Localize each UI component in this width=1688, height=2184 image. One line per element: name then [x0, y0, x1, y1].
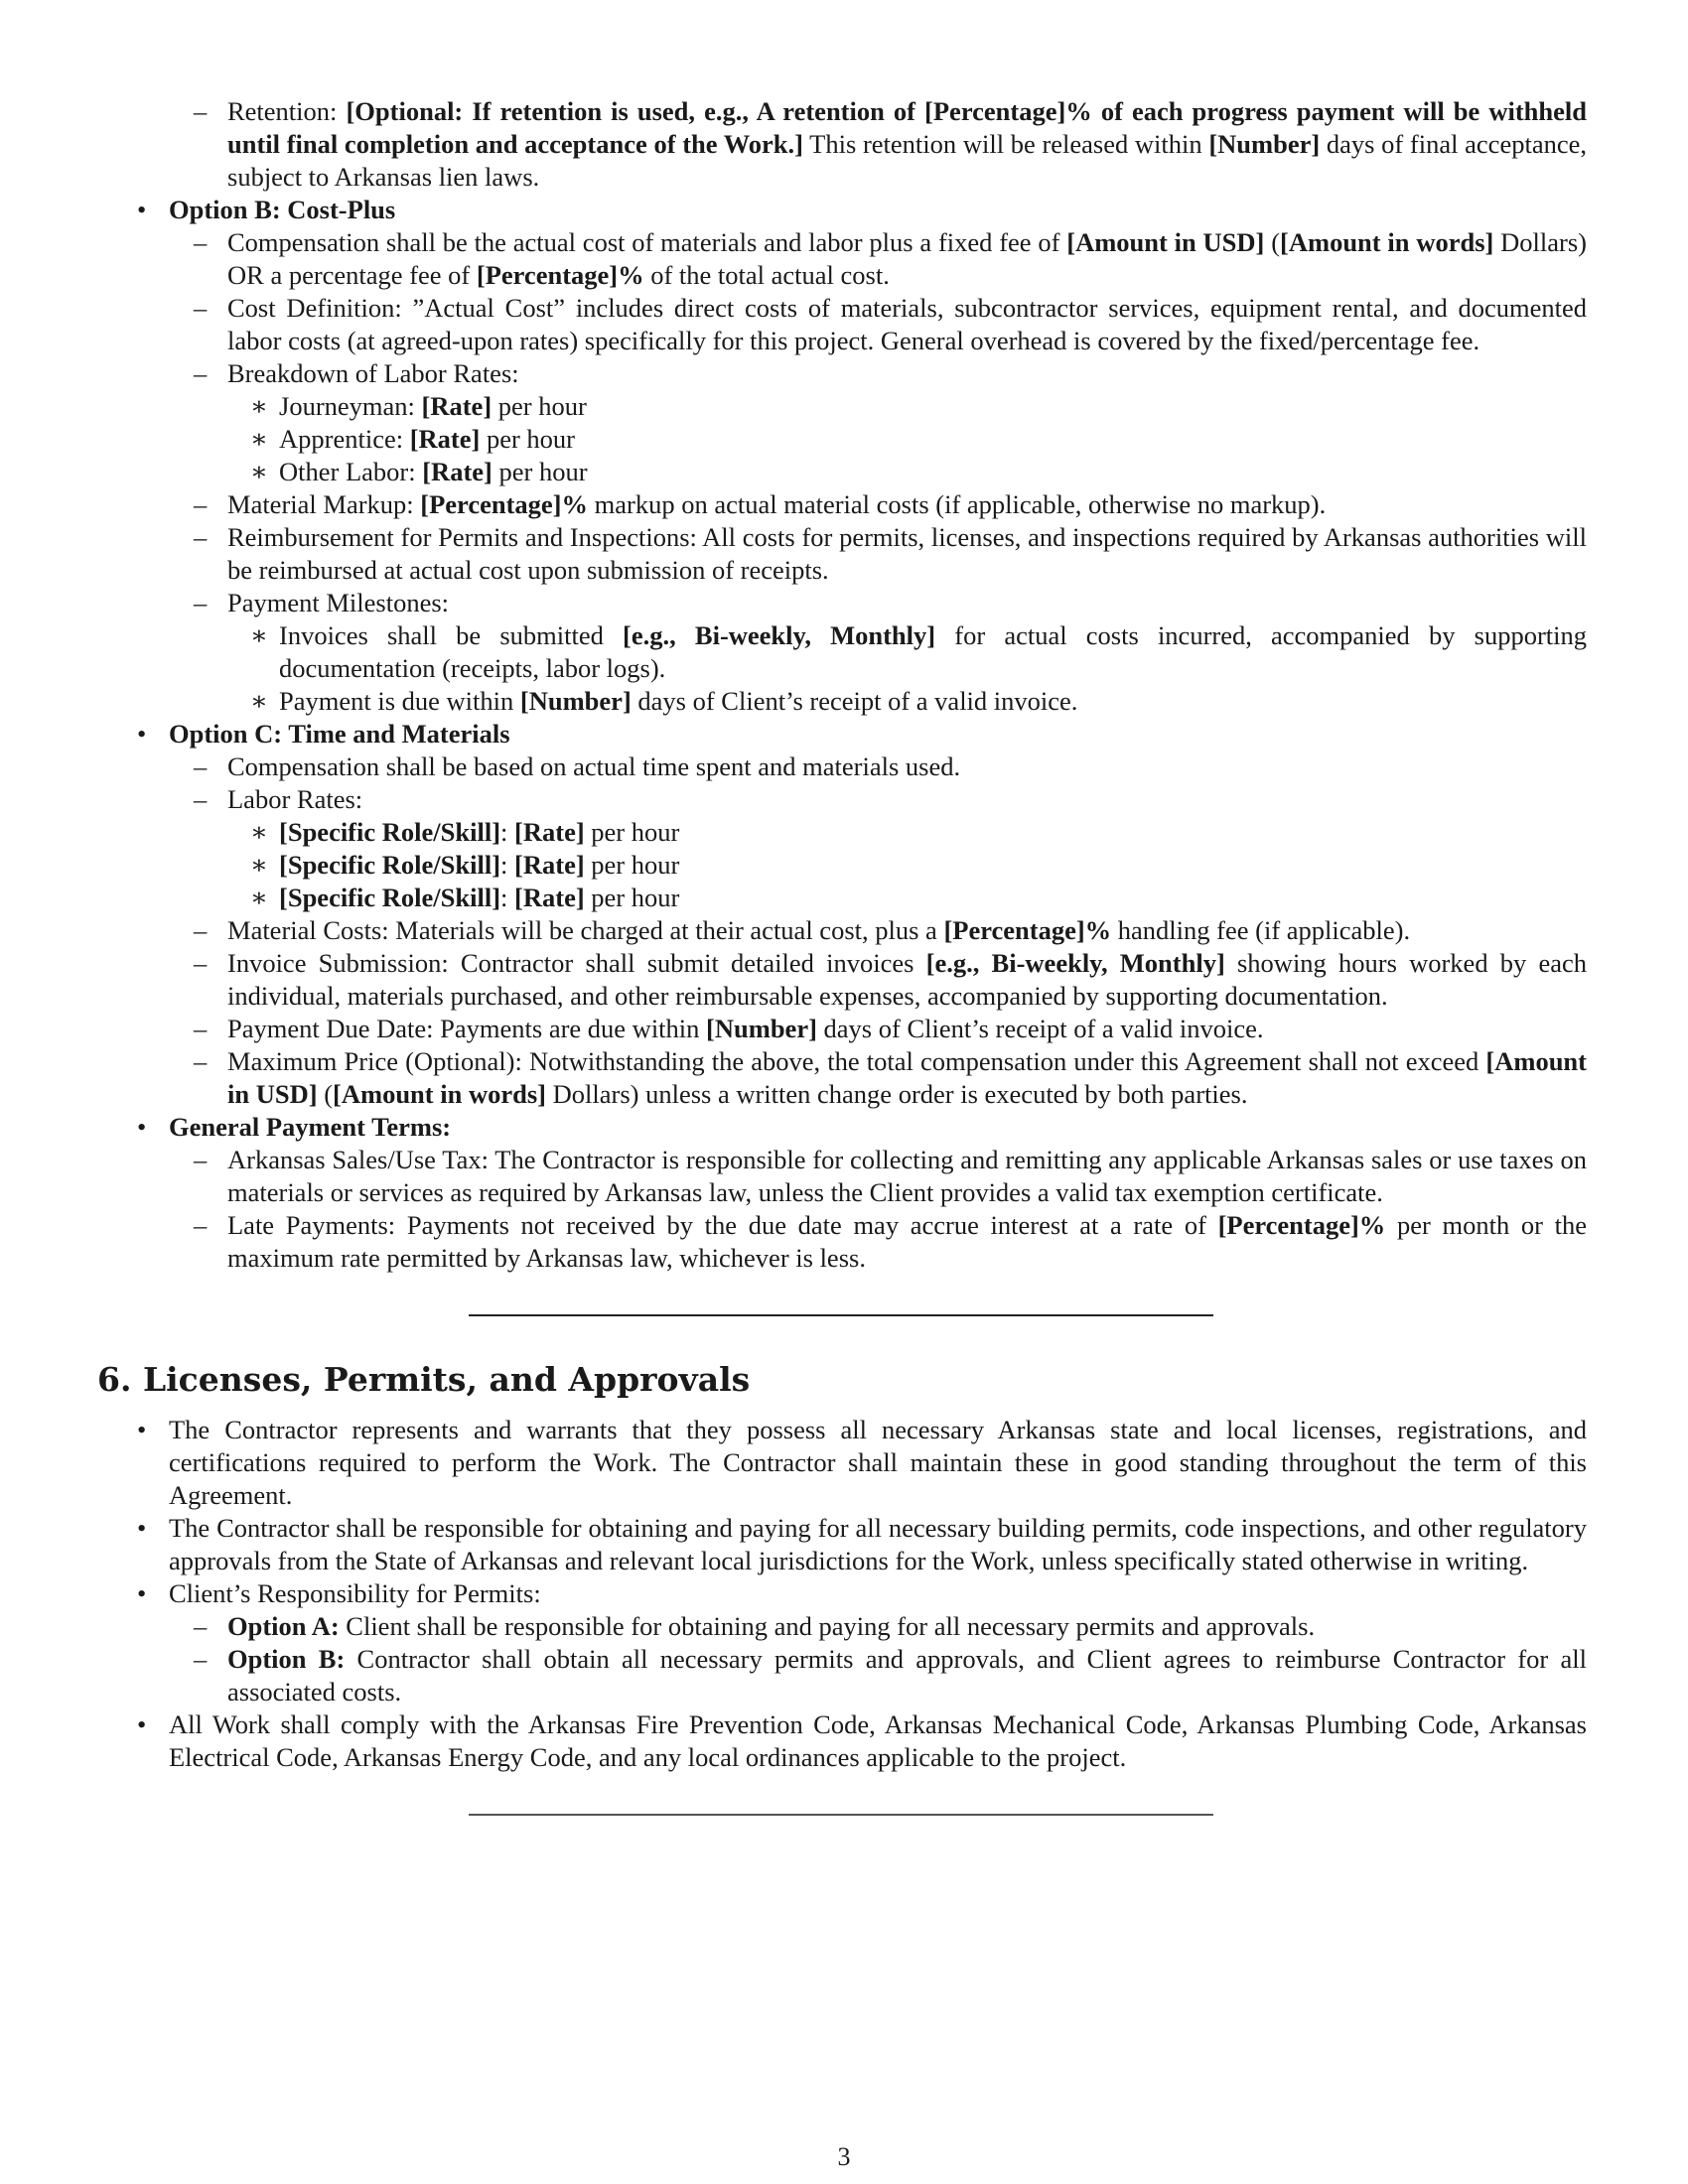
percentage-placeholder: [Percentage]% — [943, 915, 1112, 945]
star-marker: ∗ — [250, 883, 269, 912]
option-b-cost-definition — [97, 292, 1587, 357]
rate-placeholder: [Rate] — [421, 391, 492, 421]
text-run: Invoice Submission: Contractor shall submit detailed invoices — [227, 948, 926, 978]
rate-placeholder: [Rate] — [514, 817, 585, 847]
option-b-text: Contractor shall obtain all necessary permits and approvals, and Client agrees to reimburse Contractor for all associated costs. — [227, 1644, 1587, 1706]
retention-item — [97, 95, 1587, 194]
dash-marker: – — [194, 522, 208, 552]
rate-unit: per hour — [584, 883, 680, 912]
rate-unit: per hour — [492, 391, 587, 421]
labor-rate-journeyman — [97, 390, 1587, 423]
permits-text: The Contractor shall be responsible for obtaining and paying for all necessary building permits, code inspections, and other regulatory approvals from the State of Arkansas and relevant local jurisdictions for the Work, unless specifically stated otherwise in writing. — [169, 1513, 1587, 1575]
dash-marker: – — [194, 915, 208, 945]
dash-marker: – — [194, 751, 208, 781]
general-terms-item — [97, 1111, 1587, 1144]
option-b-material-markup — [97, 488, 1587, 521]
rate-unit: per hour — [480, 424, 576, 454]
text-run: Payment Due Date: Payments are due within — [227, 1014, 707, 1043]
dash-marker: – — [194, 1210, 208, 1240]
star-marker: ∗ — [250, 850, 269, 880]
milestone-invoices — [97, 619, 1587, 685]
labor-rates-label: Labor Rates: — [227, 784, 363, 814]
option-b-labor-rates — [97, 357, 1587, 390]
sales-tax-text: Arkansas Sales/Use Tax: The Contractor is responsible for collecting and remitting any applicable Arkansas sales or use taxes on materials or services as required by Arkansas law, unless the Client provides a valid tax exemption certificate. — [227, 1145, 1587, 1207]
dash-marker: – — [194, 293, 208, 323]
rate-placeholder: [Rate] — [514, 883, 585, 912]
permits-reimbursement-text: Reimbursement for Permits and Inspections: All costs for permits, licenses, and inspections required by Arkansas authorities will be reimbursed at actual cost upon submission of receipts. — [227, 522, 1587, 585]
role-placeholder: [Specific Role/Skill] — [279, 883, 501, 912]
page-number: 3 — [837, 2142, 851, 2171]
general-terms-heading: General Payment Terms: — [169, 1112, 452, 1142]
dash-marker: – — [194, 489, 208, 519]
role-rate-item — [97, 882, 1587, 914]
option-c-invoice-submission — [97, 947, 1587, 1013]
section-6-title: 6. Licenses, Permits, and Approvals — [97, 1360, 751, 1399]
text-run: days of Client’s receipt of a valid invoice. — [631, 686, 1078, 716]
rate-placeholder: [Rate] — [514, 850, 585, 880]
star-marker: ∗ — [250, 391, 269, 421]
dash-marker: – — [194, 784, 208, 814]
star-marker: ∗ — [250, 817, 269, 847]
labor-rate-other — [97, 456, 1587, 488]
option-c-item — [97, 718, 1587, 751]
dash-marker: – — [194, 96, 208, 126]
text-run: Invoices shall be submitted — [279, 620, 624, 650]
option-c-maximum-price — [97, 1045, 1587, 1111]
bullet-marker: • — [137, 1415, 147, 1444]
option-c-material-costs — [97, 914, 1587, 947]
cost-definition-text: Cost Definition: ”Actual Cost” includes direct costs of materials, subcontractor services, equipment rental, and documented labor costs (at agreed-upon rates) specifically for this project. General overhead is covered by the fixed/percentage fee. — [227, 293, 1587, 355]
dash-marker: – — [194, 1644, 208, 1674]
milestone-payment-due — [97, 685, 1587, 718]
percentage-placeholder: [Percentage]% — [1217, 1210, 1386, 1240]
star-marker: ∗ — [250, 457, 269, 486]
retention-days-placeholder: [Number] — [1208, 129, 1321, 159]
bullet-marker: • — [137, 1513, 147, 1543]
frequency-placeholder: [e.g., Bi-weekly, Monthly] — [925, 948, 1225, 978]
dash-marker: – — [194, 588, 208, 617]
role-rate-item — [97, 849, 1587, 882]
text-run: ( — [317, 1079, 334, 1109]
bullet-marker: • — [137, 195, 147, 224]
star-marker: ∗ — [250, 620, 269, 650]
labor-rates-label: Breakdown of Labor Rates: — [227, 358, 519, 388]
client-permits-item — [97, 1577, 1587, 1610]
amount-words-placeholder: [Amount in words] — [1280, 227, 1494, 257]
rate-label: Journeyman: — [279, 391, 422, 421]
dash-marker: – — [194, 1611, 208, 1641]
retention-text: This retention will be released within — [802, 129, 1209, 159]
codes-compliance-item — [97, 1708, 1587, 1774]
text-run: Dollars) OR a percentage fee of — [227, 227, 1587, 290]
late-payments-item — [97, 1209, 1587, 1275]
text-run: ( — [1264, 227, 1281, 257]
dash-marker: – — [194, 358, 208, 388]
licenses-text: The Contractor represents and warrants that they possess all necessary Arkansas state and local licenses, registrations, and certifications required to perform the Work. The Contractor shall maintain these in good standing throughout the term of this Agreement. — [169, 1415, 1587, 1510]
option-c-compensation — [97, 751, 1587, 783]
permit-option-a — [97, 1610, 1587, 1643]
text-run: days of Client’s receipt of a valid invoice. — [816, 1014, 1264, 1043]
text-run: Material Costs: Materials will be charged at their actual cost, plus a — [227, 915, 944, 945]
codes-compliance-text: All Work shall comply with the Arkansas Fire Prevention Code, Arkansas Mechanical Code, Arkansas Plumbing Code, Arkansas Electrical Code, Arkansas Energy Code, and any local ordinances applicable to the project. — [169, 1709, 1587, 1772]
milestones-label: Payment Milestones: — [227, 588, 450, 617]
role-placeholder: [Specific Role/Skill] — [279, 817, 501, 847]
permits-item — [97, 1512, 1587, 1577]
text-run: Maximum Price (Optional): Notwithstanding the above, the total compensation under this Agreement shall not exceed — [227, 1046, 1486, 1076]
rate-unit: per hour — [584, 817, 680, 847]
dash-marker: – — [194, 1046, 208, 1076]
option-b-compensation — [97, 226, 1587, 292]
permit-option-b — [97, 1643, 1587, 1708]
text-run: Material Markup: — [227, 489, 421, 519]
rate-unit: per hour — [584, 850, 680, 880]
option-b-item — [97, 194, 1587, 226]
amount-words-placeholder: [Amount in words] — [333, 1079, 546, 1109]
number-placeholder: [Number] — [706, 1014, 817, 1043]
dash-marker: – — [194, 1014, 208, 1043]
licenses-item — [97, 1414, 1587, 1512]
separator: : — [500, 883, 515, 912]
text-run: Dollars) unless a written change order is executed by both parties. — [546, 1079, 1248, 1109]
separator: : — [500, 850, 515, 880]
text-run: Late Payments: Payments not received by the due date may accrue interest at a rate of — [227, 1210, 1218, 1240]
rate-placeholder: [Rate] — [409, 424, 481, 454]
percentage-placeholder: [Percentage]% — [420, 489, 589, 519]
compensation-text: Compensation shall be based on actual time spent and materials used. — [227, 751, 961, 781]
separator: : — [500, 817, 515, 847]
star-marker: ∗ — [250, 686, 269, 716]
percentage-placeholder: [Percentage]% — [476, 260, 644, 290]
rate-label: Apprentice: — [279, 424, 410, 454]
dash-marker: – — [194, 948, 208, 978]
option-b-permits-reimbursement — [97, 521, 1587, 587]
number-placeholder: [Number] — [519, 686, 632, 716]
text-run: Payment is due within — [279, 686, 520, 716]
option-b-heading: Option B: Cost-Plus — [169, 195, 396, 224]
option-c-heading: Option C: Time and Materials — [169, 719, 510, 749]
sales-tax-item — [97, 1144, 1587, 1209]
text-run: for actual costs incurred, accompanied by supporting documentation (receipts, labor logs). — [279, 620, 1588, 683]
retention-label: Retention: — [227, 96, 347, 126]
horizontal-rule — [469, 1314, 1213, 1316]
page-content — [97, 95, 1587, 1816]
bullet-marker: • — [137, 1709, 147, 1739]
bullet-marker: • — [137, 719, 147, 749]
text-run: markup on actual material costs (if applicable, otherwise no markup). — [588, 489, 1327, 519]
option-b-label: Option B: — [227, 1644, 346, 1674]
frequency-placeholder: [e.g., Bi-weekly, Monthly] — [623, 620, 936, 650]
client-permits-text: Client’s Responsibility for Permits: — [169, 1578, 541, 1608]
text-run: of the total actual cost. — [643, 260, 890, 290]
rate-unit: per hour — [492, 457, 588, 486]
retention-text-end: days of final acceptance, subject to Arkansas lien laws. — [227, 129, 1587, 192]
rate-placeholder: [Rate] — [422, 457, 492, 486]
text-run: Compensation shall be the actual cost of materials and labor plus a fixed fee of — [227, 227, 1067, 257]
option-b-payment-milestones — [97, 587, 1587, 619]
bullet-marker: • — [137, 1112, 147, 1142]
dash-marker: – — [194, 1145, 208, 1174]
rate-label: Other Labor: — [279, 457, 423, 486]
option-a-label: Option A: — [227, 1611, 340, 1641]
option-c-labor-rates — [97, 783, 1587, 816]
role-placeholder: [Specific Role/Skill] — [279, 850, 501, 880]
amount-usd-placeholder: [Amount in USD] — [1066, 227, 1265, 257]
horizontal-rule — [469, 1814, 1213, 1816]
dash-marker: – — [194, 227, 208, 257]
role-rate-item — [97, 816, 1587, 849]
labor-rate-apprentice — [97, 423, 1587, 456]
bullet-marker: • — [137, 1578, 147, 1608]
text-run: showing hours worked by each individual, materials purchased, and other reimbursable expenses, accompanied by supporting documentation. — [227, 948, 1588, 1011]
star-marker: ∗ — [250, 424, 269, 454]
text-run: handling fee (if applicable). — [1111, 915, 1411, 945]
option-c-payment-due-date — [97, 1013, 1587, 1045]
retention-placeholder: [Optional: If retention is used, e.g., A retention of [Percentage]% of each progress payment will be withheld until final completion and acceptance of the Work.] — [227, 96, 1588, 159]
text-run: per month or the maximum rate permitted by Arkansas law, whichever is less. — [227, 1210, 1587, 1273]
amount-usd-placeholder: [Amount in USD] — [227, 1046, 1587, 1109]
option-a-text: Client shall be responsible for obtaining and paying for all necessary permits and approvals. — [339, 1611, 1316, 1641]
